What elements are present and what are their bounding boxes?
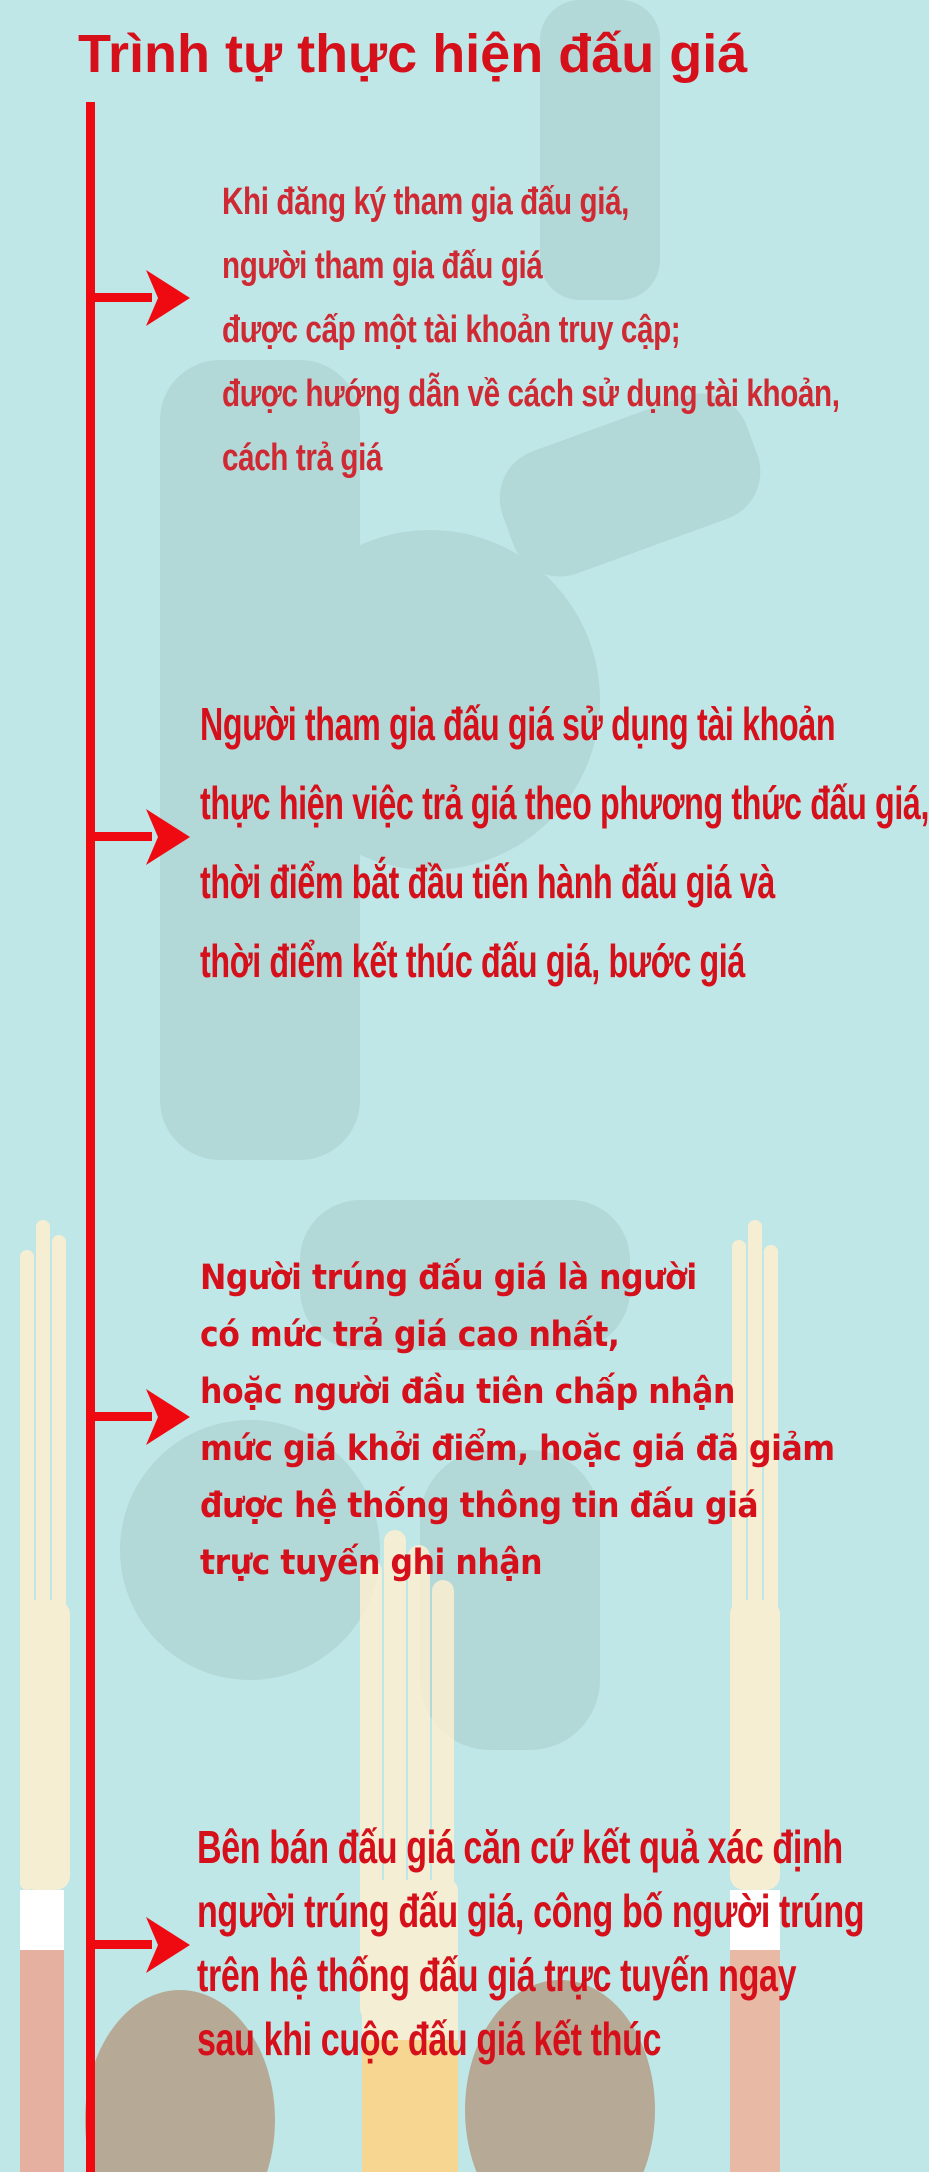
step-4-text <box>197 1815 864 2071</box>
raised-hand-left-icon <box>20 1220 70 1890</box>
arrow-right-icon <box>90 1915 190 1975</box>
step-4-line: trên hệ thống đấu giá trực tuyến ngay <box>197 1949 797 2001</box>
step-3-text <box>200 1250 835 1592</box>
step-4-line: người trúng đấu giá, công bố người trúng <box>197 1885 865 1937</box>
step-1-line: được hướng dẫn về cách sử dụng tài khoản, <box>222 373 840 415</box>
step-1-text <box>222 170 840 490</box>
step-2-line: thực hiện việc trả giá theo phương thức đấu giá, <box>200 777 929 829</box>
sleeve-cuff-left <box>20 1890 64 1950</box>
arrow-right-icon <box>90 1387 190 1447</box>
step-3-line: được hệ thống thông tin đấu giá <box>200 1486 759 1526</box>
step-4-line: sau khi cuộc đấu giá kết thúc <box>197 2013 662 2065</box>
step-3-line: hoặc người đầu tiên chấp nhận <box>200 1372 735 1412</box>
step-3-line: Người trúng đấu giá là người <box>200 1258 697 1298</box>
timeline-line <box>86 102 95 2172</box>
arrow-right-icon <box>90 807 190 867</box>
step-3-line: mức giá khởi điểm, hoặc giá đã giảm <box>200 1429 835 1469</box>
step-1-line: được cấp một tài khoản truy cập; <box>222 309 681 351</box>
sleeve-left <box>20 1950 64 2172</box>
arrow-right-icon <box>90 268 190 328</box>
step-1-line: người tham gia đấu giá <box>222 245 543 287</box>
step-1-line: cách trả giá <box>222 437 383 479</box>
step-2-line: Người tham gia đấu giá sử dụng tài khoản <box>200 698 836 750</box>
step-1-line: Khi đăng ký tham gia đấu giá, <box>222 181 630 223</box>
step-4-line: Bên bán đấu giá căn cứ kết quả xác định <box>197 1821 843 1873</box>
step-2-text <box>200 685 929 1001</box>
step-2-line: thời điểm kết thúc đấu giá, bước giá <box>200 935 745 987</box>
step-3-line: trực tuyến ghi nhận <box>200 1543 543 1583</box>
step-3-line: có mức trả giá cao nhất, <box>200 1315 620 1355</box>
step-2-line: thời điểm bắt đầu tiến hành đấu giá và <box>200 856 775 908</box>
page-title: Trình tự thực hiện đấu giá <box>78 24 748 84</box>
